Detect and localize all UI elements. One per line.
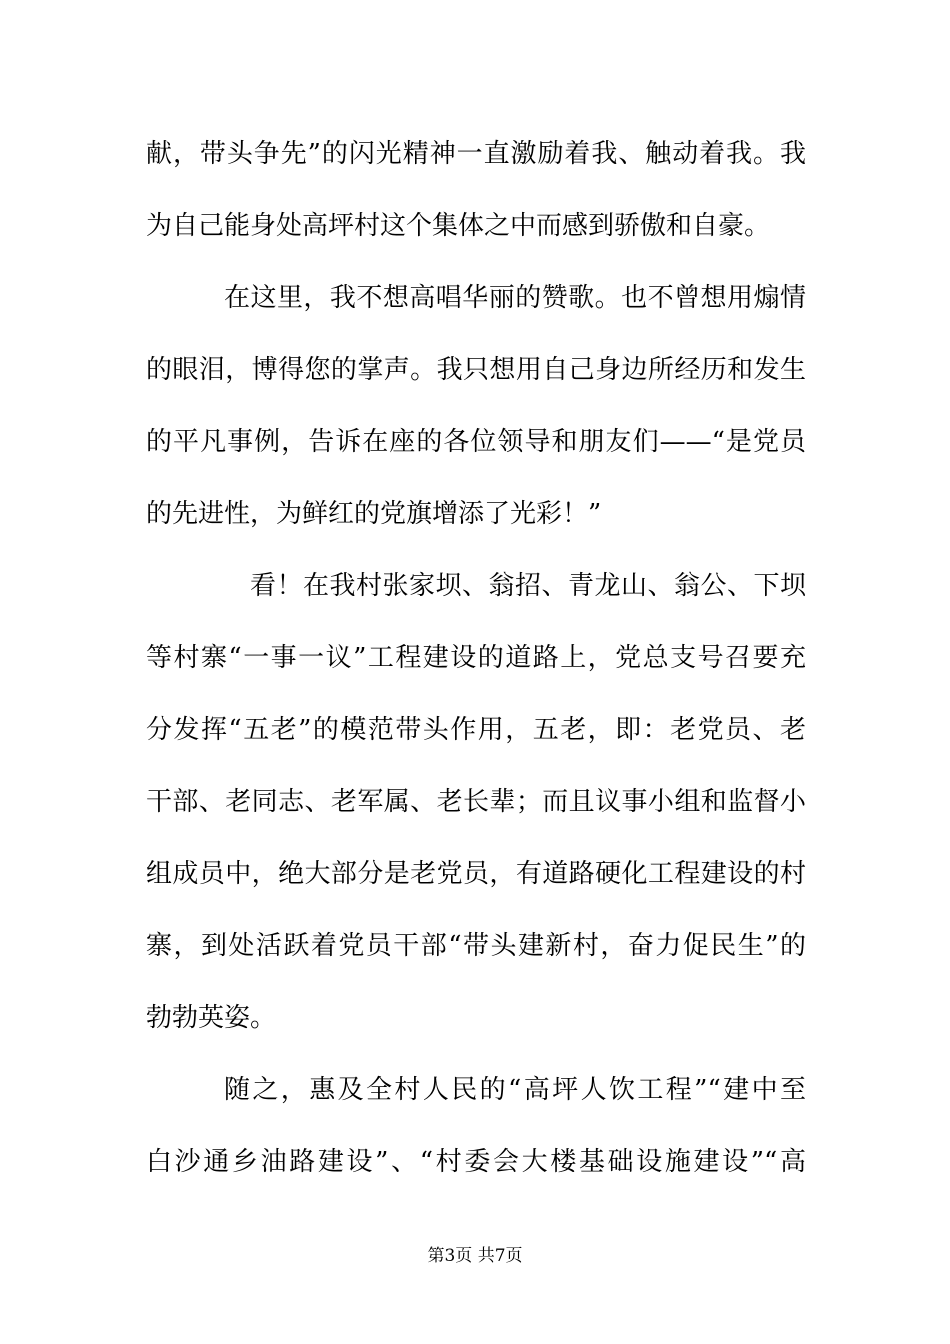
text-line-6: 的先进性，为鲜红的党旗增添了光彩！” — [146, 499, 602, 529]
text-line-1: 献，带头争先”的闪光精神一直激励着我、触动着我。我 — [146, 139, 806, 169]
text-line-13: 勃勃英姿。 — [146, 1003, 277, 1033]
text-line-7: 看！在我村张家坝、翁招、青龙山、翁公、下坝 — [250, 571, 806, 601]
page-number-footer: 第3页 共7页 — [427, 1246, 523, 1266]
text-line-14: 随之，惠及全村人民的“高坪人饮工程”“建中至 — [224, 1075, 806, 1105]
text-line-2: 为自己能身处高坪村这个集体之中而感到骄傲和自豪。 — [146, 211, 771, 241]
text-line-9: 分发挥“五老”的模范带头作用，五老，即：老党员、老 — [146, 715, 806, 745]
text-line-8: 等村寨“一事一议”工程建设的道路上，党总支号召要充 — [146, 643, 806, 673]
text-line-12: 寨，到处活跃着党员干部“带头建新村，奋力促民生”的 — [146, 931, 806, 961]
text-line-15: 白沙通乡油路建设”、“村委会大楼基础设施建设”“高 — [146, 1147, 806, 1177]
text-line-3: 在这里，我不想高唱华丽的赞歌。也不曾想用煽情 — [224, 283, 806, 313]
text-line-10: 干部、老同志、老军属、老长辈；而且议事小组和监督小 — [146, 787, 806, 817]
text-line-11: 组成员中，绝大部分是老党员，有道路硬化工程建设的村 — [146, 859, 806, 889]
text-line-5: 的平凡事例，告诉在座的各位领导和朋友们——“是党员 — [146, 427, 806, 457]
text-line-4: 的眼泪，博得您的掌声。我只想用自己身边所经历和发生 — [146, 355, 806, 385]
